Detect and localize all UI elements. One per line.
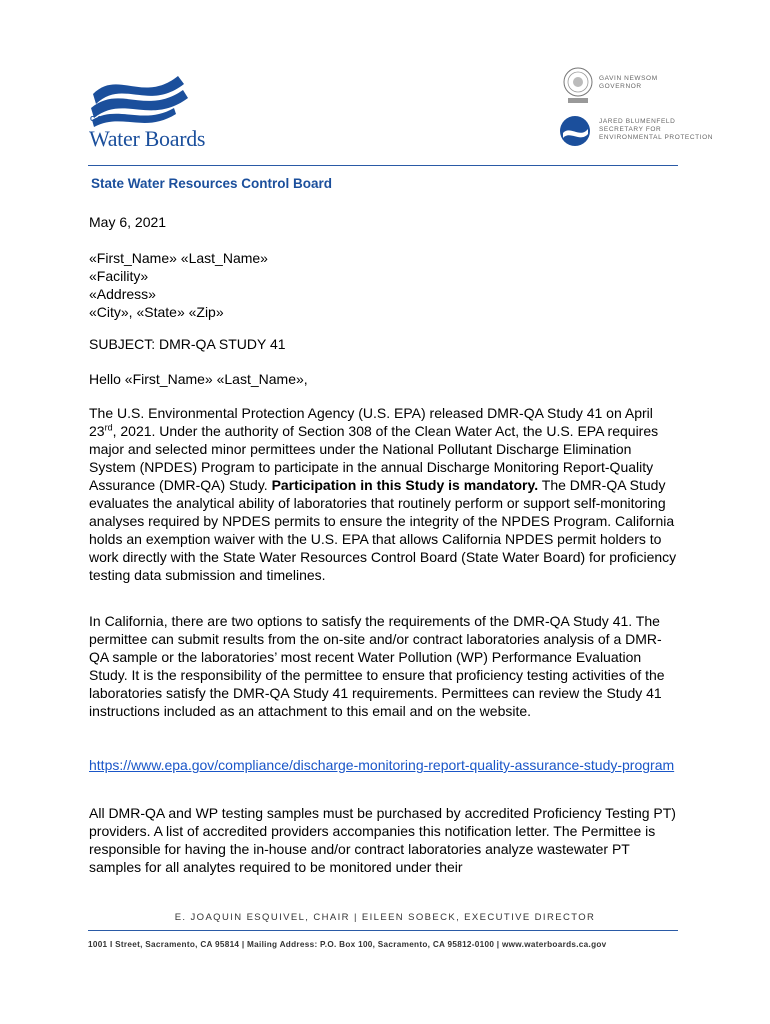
paragraph-1 — [89, 404, 679, 584]
subject-line: SUBJECT: DMR-QA STUDY 41 — [89, 336, 286, 352]
address-block — [89, 249, 679, 321]
secretary-name: JARED BLUMENFELD — [599, 118, 676, 125]
secretary-title-2: ENVIRONMENTAL PROTECTION — [599, 134, 714, 141]
address-line-address: «Address» — [89, 286, 156, 302]
paragraph-2: In California, there are two options to satisfy the requirements of the DMR-QA Study 41. The permittee can submit results from the on-site and/or contract laboratories analysis of a DMR-QA sample or the laboratories’ most recent Water Pollution (WP) Performance Evaluation Study. It is the responsibility of the permittee to ensure that proficiency testing activities of the laboratories satisfy the DMR-QA Study 41 requirements. Permittees can review the Study 41 instructions included as an attachment to this email and on the website. — [89, 613, 665, 719]
governor-name: GAVIN NEWSOM — [599, 75, 658, 82]
state-seal-icon — [562, 66, 594, 106]
footer-divider — [88, 930, 678, 931]
secretary-title-1: SECRETARY FOR — [599, 126, 662, 133]
governor-title: GOVERNOR — [599, 83, 642, 90]
address-line-name: «First_Name» «Last_Name» — [89, 250, 268, 266]
greeting: Hello «First_Name» «Last_Name», — [89, 371, 308, 387]
governor-block — [599, 75, 658, 91]
address-line-city: «City», «State» «Zip» — [89, 304, 224, 320]
epa-study-link[interactable]: https://www.epa.gov/compliance/discharge-monitoring-report-quality-assurance-study-program — [89, 757, 675, 773]
paragraph-1-part-a: The U.S. Environmental Protection Agency (U.S. EPA) released DMR-QA Study 41 on April 23 — [89, 405, 653, 439]
header-divider — [88, 165, 678, 166]
footer-officials: E. JOAQUIN ESQUIVEL, CHAIR | EILEEN SOBECK, EXECUTIVE DIRECTOR — [174, 912, 596, 923]
paragraph-3: All DMR-QA and WP testing samples must be purchased by accredited Proficiency Testing PT) providers. A list of accredited providers accompanies this notification letter. The Permittee is responsible for having the in-house and/or contract laboratories analyze wastewater PT samples for all analytes required to be monitored under their — [89, 805, 676, 875]
logo-title: Water Boards — [89, 126, 206, 151]
address-line-facility: «Facility» — [89, 268, 149, 284]
ordinal-superscript: rd — [104, 422, 113, 433]
logo-small-text: CALIFORNIA — [90, 116, 150, 123]
board-title: State Water Resources Control Board — [91, 176, 333, 191]
footer-address: 1001 I Street, Sacramento, CA 95814 | Mailing Address: P.O. Box 100, Sacramento, CA 95812-0100 | www.waterboards.ca.gov — [88, 940, 607, 949]
letter-date: May 6, 2021 — [89, 214, 167, 230]
calepa-logo-icon — [558, 114, 592, 148]
secretary-block — [599, 118, 713, 142]
mandatory-notice: Participation in this Study is mandatory. — [271, 477, 539, 493]
paragraph-1-part-b: , 2021. Under the authority of Section 308 of the Clean Water Act, the U.S. EPA requires major and selected minor permittees under the National Pollutant Discharge Elimination System (NPDES) Program to participate in the annual Discharge Monitoring Report-Quality Assurance (DMR-QA) Study. — [89, 423, 659, 493]
paragraph-1-part-c: The DMR-QA Study evaluates the analytical ability of laboratories that routinely perform or support self-monitoring analyses required by NPDES permits to ensure the integrity of the NPDES Program. California holds an exemption waiver with the U.S. EPA that allows California NPDES permit holders to work directly with the State Water Resources Control Board (State Water Board) for proficiency testing data submission and timelines. — [89, 477, 677, 583]
